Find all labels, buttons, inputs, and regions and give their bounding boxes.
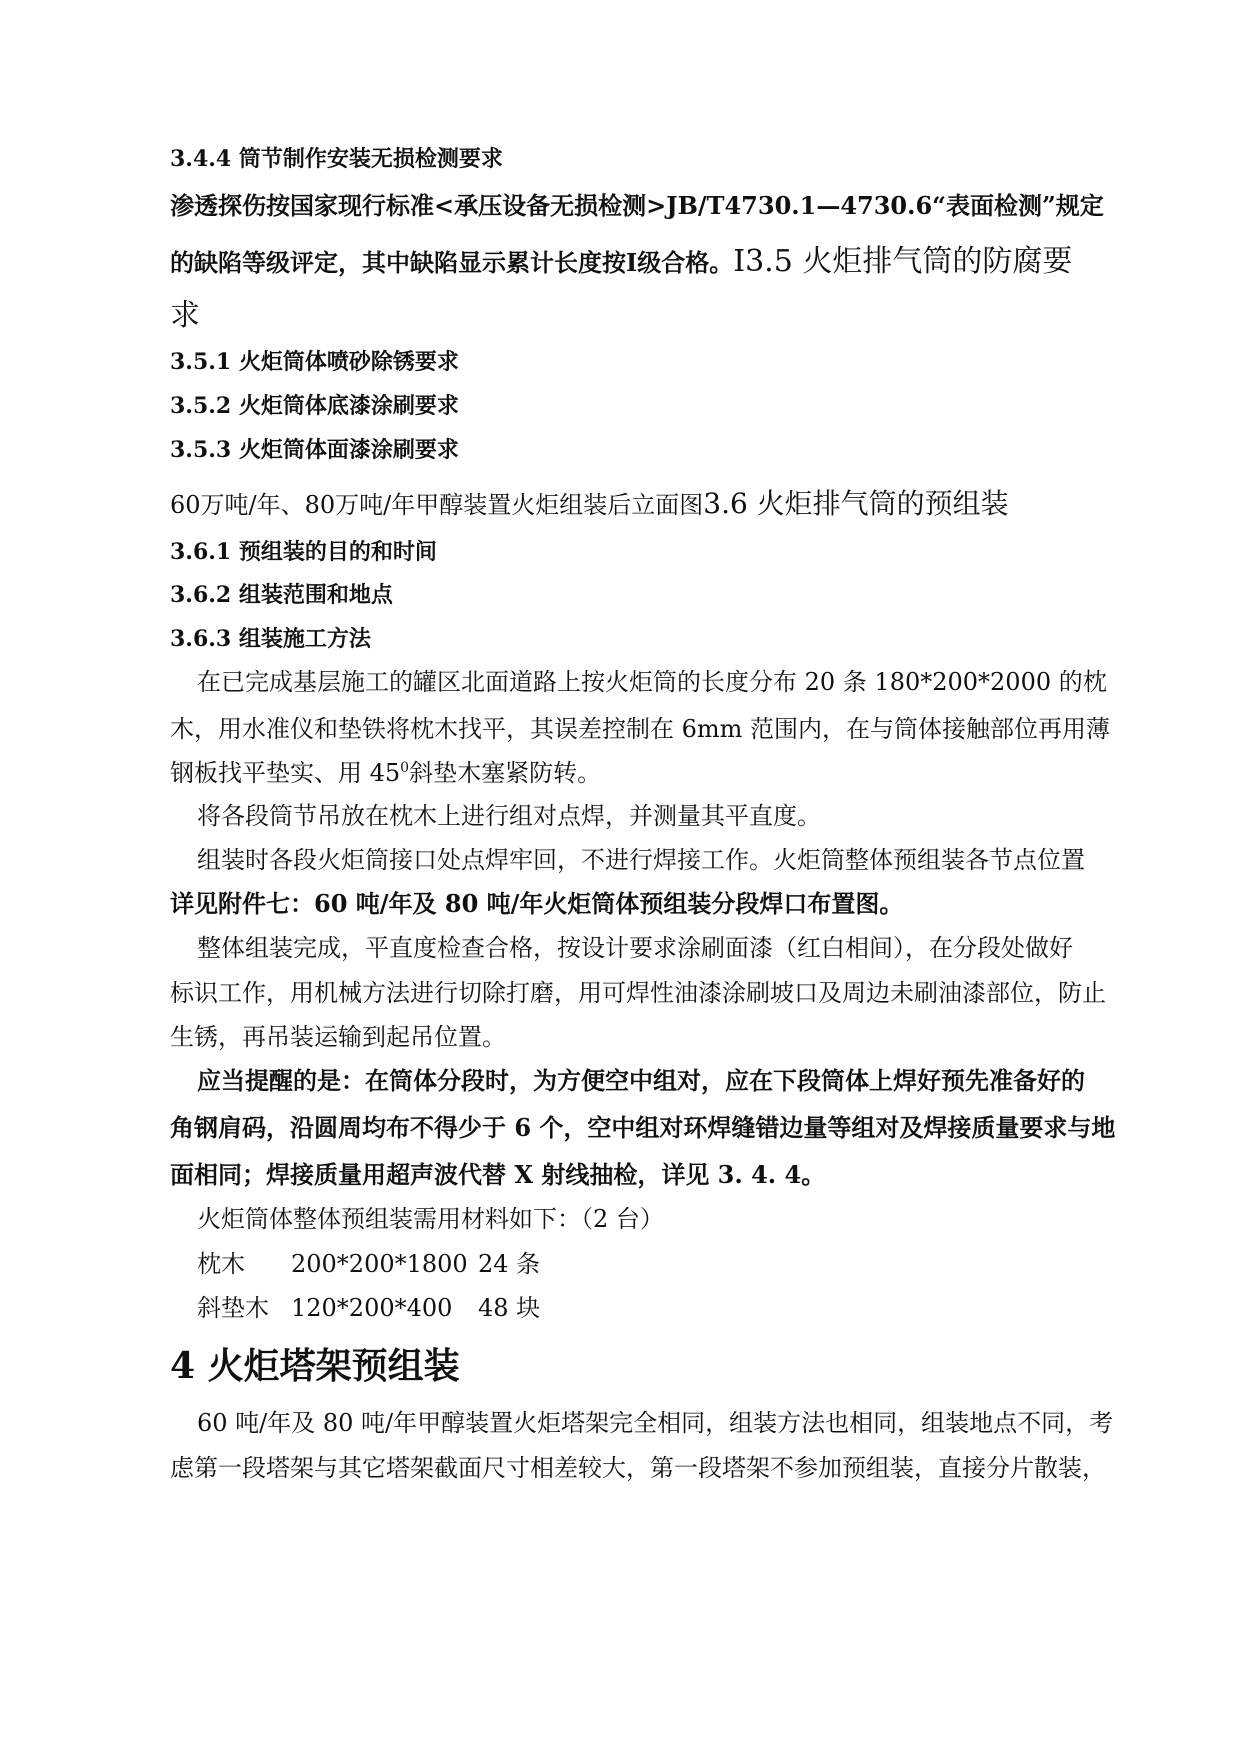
material-qty: 24 条 (478, 1250, 541, 1278)
section-3-4-4-heading: 3.4.4 筒节制作安装无损检测要求 (170, 146, 503, 172)
paragraph-line: 整体组装完成，平直度检查合格，按设计要求涂刷面漆（红白相间），在分段处做好 (197, 934, 1073, 962)
section-3-5-3-heading: 3.5.3 火炬筒体面漆涂刷要求 (170, 437, 459, 463)
paragraph-line: 渗透探伤按国家现行标准<承压设备无损检测>JB/T4730.1—4730.6“表面检测”规定 (170, 191, 1104, 220)
paragraph-line: 生锈，再吊装运输到起吊位置。 (170, 1023, 506, 1051)
attachment-reference: 详见附件七：60 吨/年及 80 吨/年火炬筒体预组装分段焊口布置图。 (170, 889, 904, 918)
section-3-5-1-heading: 3.5.1 火炬筒体喷砂除锈要求 (170, 349, 459, 375)
section-3-6-3-heading: 3.6.3 组装施工方法 (170, 626, 371, 652)
paragraph-line: 60 吨/年及 80 吨/年甲醇装置火炬塔架完全相同，组装方法也相同，组装地点不同，考 (197, 1409, 1114, 1437)
material-qty: 48 块 (478, 1294, 541, 1322)
paragraph-line: 木，用水准仪和垫铁将枕木找平，其误差控制在 6mm 范围内，在与筒体接触部位再用薄 (170, 715, 1111, 743)
chapter-4-heading: 4 火炬塔架预组装 (170, 1345, 460, 1387)
section-3-6-1-heading: 3.6.1 预组装的目的和时间 (170, 539, 437, 565)
material-spec: 200*200*1800 (291, 1250, 468, 1278)
section-3-6-2-heading: 3.6.2 组装范围和地点 (170, 582, 393, 608)
degree-superscript: 0 (400, 760, 410, 776)
paragraph-text: 斜垫木塞紧防转。 (409, 759, 602, 787)
material-spec: 120*200*400 (291, 1294, 453, 1322)
paragraph-line (170, 753, 601, 788)
paragraph-line: 将各段筒节吊放在枕木上进行组对点焊，并测量其平直度。 (197, 802, 821, 830)
paragraph-line: 在已完成基层施工的罐区北面道路上按火炬筒的长度分布 20 条 180*200*2000 的枕 (197, 668, 1107, 696)
section-3-5-heading-continued: 求 (170, 298, 200, 333)
reminder-line: 角钢肩码，沿圆周均布不得少于 6 个，空中组对环焊缝错边量等组对及焊接质量要求与地 (170, 1113, 1116, 1142)
material-name: 枕木 (197, 1250, 245, 1278)
figure-caption: 60万吨/年、80万吨/年甲醇装置火炬组装后立面图 (170, 491, 704, 519)
paragraph-line: 组装时各段火炬筒接口处点焊牢回，不进行焊接工作。火炬筒整体预组装各节点位置 (197, 846, 1085, 874)
paragraph-text: 的缺陷等级评定，其中缺陷显示累计长度按Ⅰ级合格。 (170, 248, 734, 277)
materials-intro: 火炬筒体整体预组装需用材料如下：（2 台） (197, 1205, 664, 1233)
paragraph-line (170, 236, 1072, 280)
material-name: 斜垫木 (197, 1294, 269, 1322)
reminder-line: 面相同；焊接质量用超声波代替 X 射线抽检，详见 3. 4. 4。 (170, 1160, 826, 1189)
section-3-5-2-heading: 3.5.2 火炬筒体底漆涂刷要求 (170, 393, 459, 419)
paragraph-text: 钢板找平垫实、用 45 (170, 759, 401, 787)
paragraph-line: 标识工作，用机械方法进行切除打磨，用可焊性油漆涂刷坡口及周边未刷油漆部位，防止 (170, 979, 1106, 1007)
section-3-6-heading: 3.6 火炬排气筒的预组装 (703, 487, 1009, 520)
material-row (197, 1288, 540, 1323)
figure-caption-line (170, 482, 1009, 522)
material-row (197, 1244, 540, 1279)
reminder-line: 应当提醒的是：在筒体分段时，为方便空中组对，应在下段筒体上焊好预先准备好的 (197, 1066, 1085, 1095)
paragraph-line: 虑第一段塔架与其它塔架截面尺寸相差较大，第一段塔架不参加预组装，直接分片散装， (170, 1454, 1106, 1482)
section-3-5-heading: Ⅰ3.5 火炬排气筒的防腐要 (733, 244, 1073, 279)
